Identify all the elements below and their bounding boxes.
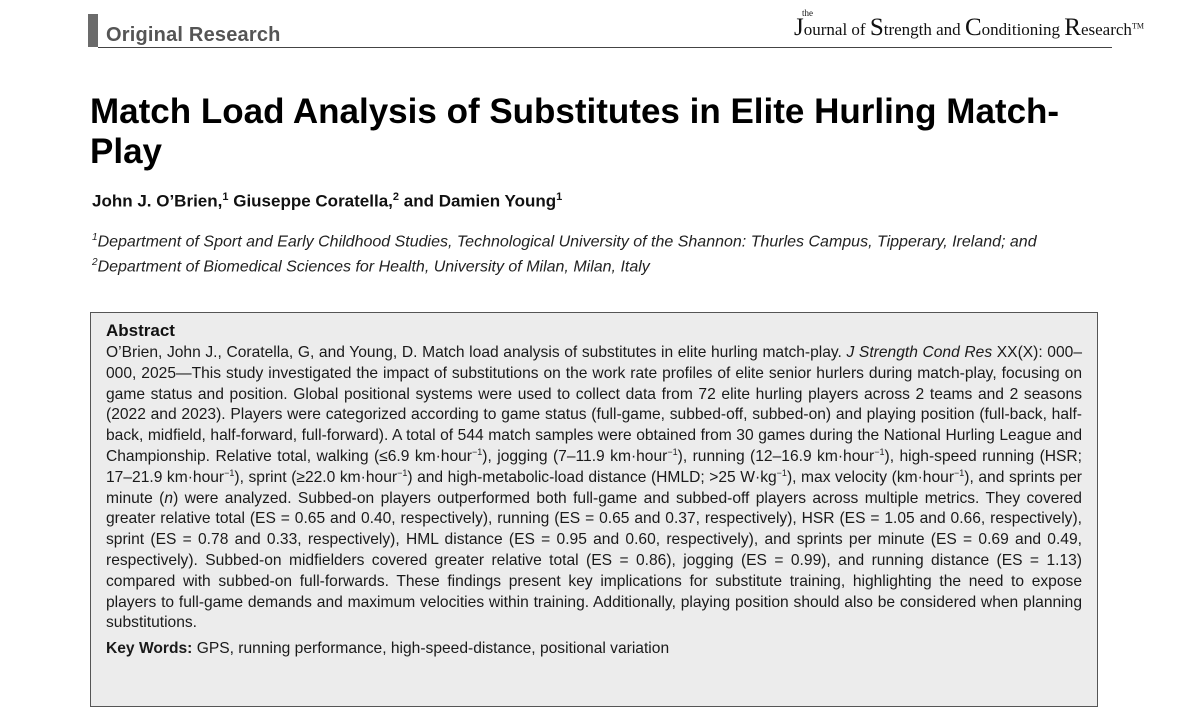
keywords-list: GPS, running performance, high-speed-distance, positional variation	[192, 640, 670, 658]
journal-the: the	[802, 8, 813, 18]
affiliation-item: $^1$Department of Sport and Early Childhood Studies, Technological University of the Shannon: Thurles Campus, Tipperary, Ireland; and	[92, 232, 1037, 251]
keywords-label: Key Words:	[106, 640, 193, 658]
journal-logo: the Journal of Strength and Conditioning Research™	[794, 8, 1144, 41]
affiliations	[92, 227, 1122, 278]
keywords	[106, 640, 1082, 658]
author-affiliation-mark: 1	[222, 191, 229, 203]
abstract-box	[90, 312, 1098, 707]
abstract-heading: Abstract	[106, 321, 175, 340]
author-affiliation-mark: 1	[556, 191, 563, 203]
header-rule	[98, 47, 1112, 48]
article-title: Match Load Analysis of Substitutes in Elite Hurling Match-Play	[90, 92, 1060, 171]
journal-citation: J Strength Cond Res	[846, 344, 993, 361]
author-name: John J. O’Brien,	[92, 191, 223, 211]
author-name: Giuseppe Coratella,	[233, 191, 393, 211]
author-affiliation-mark: 2	[392, 191, 400, 203]
section-label: Original Research	[106, 24, 281, 46]
section-marker-bar	[88, 14, 98, 47]
affiliation-item: $^2$Department of Biomedical Sciences for Health, University of Milan, Milan, Italy	[92, 257, 650, 276]
author-name: and Damien Young	[403, 191, 557, 211]
abstract-text: O’Brien, John J., Coratella, G, and Young, D. Match load analysis of substitutes in elite hurling match-play. J Strength Cond Res XX(X): 000–000, 2025—This study investigated the impact of substitutions on the work rate profiles of elite senior hurlers during match-play, focusing on game status and position. Global positional systems were used to collect data from 72 elite hurling players across 2 teams and 2 seasons (2022 and 2023). Players were categorized according to game status (full-game, subbed-off, subbed-on) and playing position (full-back, half-back, midfield, half-forward, full-forward). A total of 544 match samples were obtained from 30 games during the National Hurling League and Championship. Relative total, walking (≤6.9 km·hour$^{-1}$), jogging (7–11.9 km·hour$^{-1}$), running (12–16.9 km·hour$^{-1}$), high-speed running (HSR; 17–21.9 km·hour$^{-1}$), sprint (≥22.0 km·hour$^{-1}$) and high-metabolic-load distance (HMLD; >25 $W\cdot kg^{-1}$), max velocity (km·hour$^{-1}$), and sprints per minute (n) were analyzed. Subbed-on players outperformed both full-game and subbed-off players across multiple metrics. They covered greater relative total (ES = 0.65 and 0.40, respectively), running (ES = 0.65 and 0.37, respectively), HSR (ES = 1.05 and 0.66, respectively), sprint (ES = 0.78 and 0.33, respectively), HML distance (ES = 0.95 and 0.60, respectively), and sprints per minute (ES = 0.69 and 0.49, respectively). Subbed-on midfielders covered greater relative total (ES = 0.86), jogging (ES = 0.99), and running distance (ES = 1.13) compared with subbed-on full-forwards. These findings present key implications for substitute training, highlighting the need to expose players to full-game demands and maximum velocities within training. Additionally, playing position should also be considered when planning substitutions.	[106, 344, 1083, 632]
author-list	[92, 191, 562, 212]
